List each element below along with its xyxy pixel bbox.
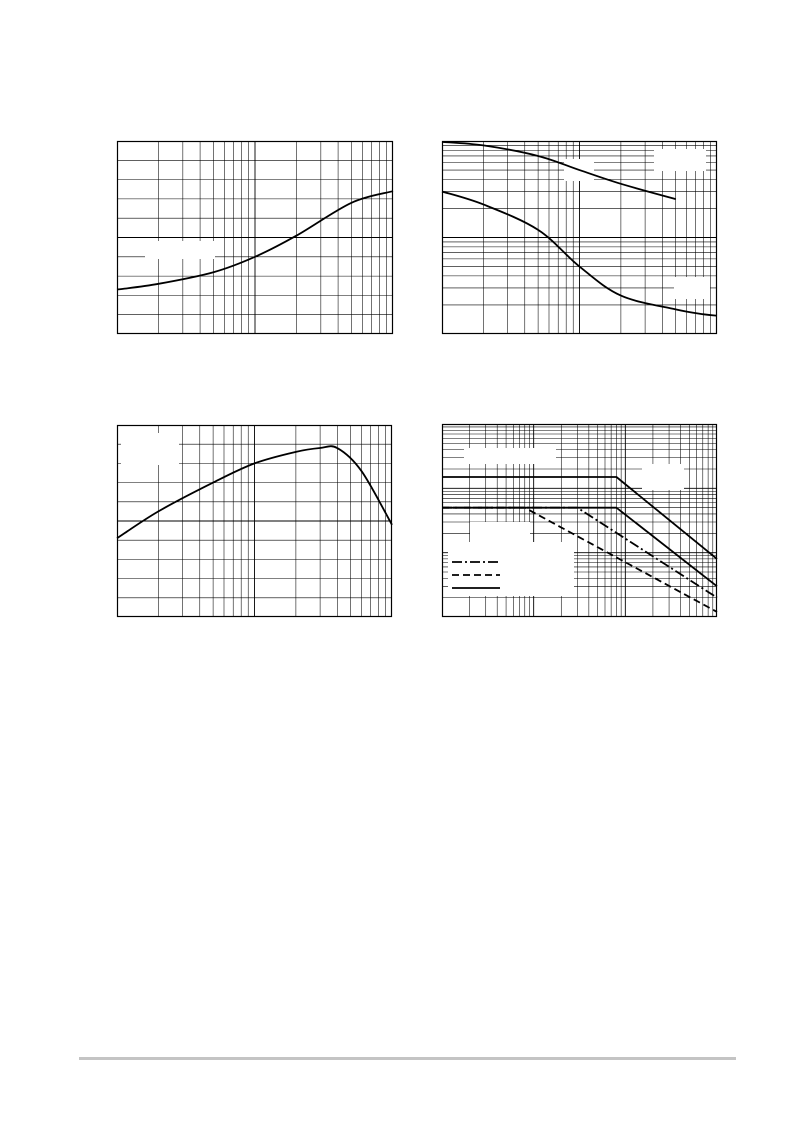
annotation-label-box bbox=[145, 241, 215, 259]
chart-4 bbox=[442, 424, 717, 617]
annotation-label-box bbox=[121, 433, 179, 465]
footer-rule bbox=[79, 1057, 736, 1060]
annotation-label-box bbox=[674, 277, 710, 299]
chart-1 bbox=[117, 141, 393, 334]
chart-svg bbox=[442, 424, 717, 617]
annotation-label-box bbox=[464, 448, 556, 464]
chart-svg bbox=[117, 141, 393, 334]
chart-svg bbox=[117, 425, 392, 617]
annotation-label-box bbox=[642, 464, 684, 490]
chart-svg bbox=[442, 141, 717, 334]
annotation-label-box bbox=[654, 149, 706, 171]
chart-3 bbox=[117, 425, 392, 617]
chart-2 bbox=[442, 141, 717, 334]
